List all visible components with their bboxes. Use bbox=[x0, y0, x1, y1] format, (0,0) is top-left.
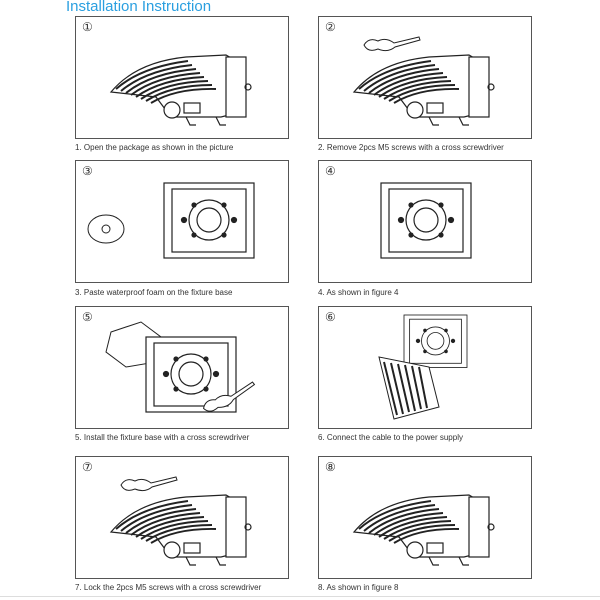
base-install-illustration bbox=[76, 307, 288, 428]
fixture-illustration bbox=[76, 457, 288, 578]
base-illustration bbox=[319, 161, 531, 282]
step-8-caption: 8. As shown in figure 8 bbox=[318, 583, 399, 592]
step-1-figure bbox=[75, 16, 289, 139]
step-4-figure bbox=[318, 160, 532, 283]
step-5-caption: 5. Install the fixture base with a cross screwdriver bbox=[75, 433, 250, 442]
cable-connection-illustration bbox=[319, 307, 531, 428]
step-5-figure bbox=[75, 306, 289, 429]
step-number: ④ bbox=[325, 164, 336, 178]
step-1-caption: 1. Open the package as shown in the picture bbox=[75, 143, 234, 152]
step-number: ① bbox=[82, 20, 93, 34]
fixture-illustration bbox=[76, 17, 288, 138]
step-number: ⑧ bbox=[325, 460, 336, 474]
step-3-caption: 3. Paste waterproof foam on the fixture base bbox=[75, 288, 233, 297]
step-6-figure bbox=[318, 306, 532, 429]
fixture-illustration bbox=[319, 17, 531, 138]
step-7-figure bbox=[75, 456, 289, 579]
step-number: ② bbox=[325, 20, 336, 34]
base-illustration bbox=[76, 161, 288, 282]
step-number: ③ bbox=[82, 164, 93, 178]
step-6-caption: 6. Connect the cable to the power supply bbox=[318, 433, 463, 442]
step-7-caption: 7. Lock the 2pcs M5 screws with a cross screwdriver bbox=[75, 583, 262, 592]
step-4-caption: 4. As shown in figure 4 bbox=[318, 288, 399, 297]
step-8-figure bbox=[318, 456, 532, 579]
step-number: ⑦ bbox=[82, 460, 93, 474]
step-number: ⑤ bbox=[82, 310, 93, 324]
step-2-caption: 2. Remove 2pcs M5 screws with a cross screwdriver bbox=[318, 143, 504, 152]
bottom-divider bbox=[0, 596, 600, 597]
page-title: Installation Instruction bbox=[66, 0, 212, 15]
step-3-figure bbox=[75, 160, 289, 283]
step-2-figure bbox=[318, 16, 532, 139]
step-number: ⑥ bbox=[325, 310, 336, 324]
fixture-illustration bbox=[319, 457, 531, 578]
